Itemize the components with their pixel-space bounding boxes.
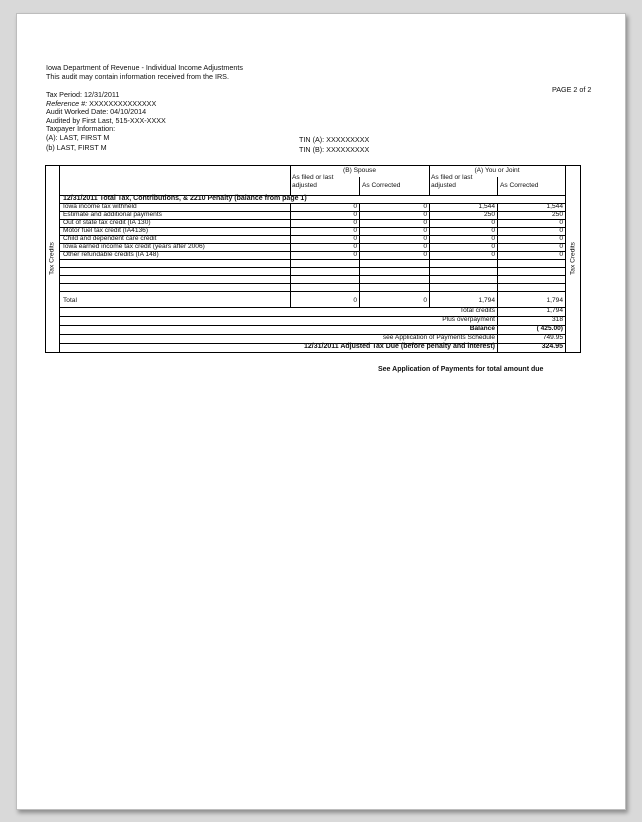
you-filed-header-2: adjusted: [431, 182, 456, 189]
tin-b: TIN (B): XXXXXXXXX: [299, 144, 370, 154]
row-b-corrected: 0: [423, 227, 427, 234]
row-a-corrected: 0: [559, 243, 563, 250]
row-b-filed: 0: [353, 243, 357, 250]
row-a-corrected: 1,544: [546, 203, 563, 210]
spouse-header: (B) Spouse: [343, 167, 376, 174]
row-b-filed: 0: [353, 235, 357, 242]
adjusted-tax-due-label: 12/31/2011 Adjusted Tax Due (before penalty and interest): [303, 343, 495, 350]
tax-credits-table: [45, 151, 581, 353]
spouse-filed-header-1: As filed or last: [292, 174, 334, 181]
you-corrected-header: As Corrected: [500, 182, 539, 189]
you-header: (A) You or Joint: [474, 167, 520, 174]
side-label-left: Tax Credits: [48, 242, 56, 275]
reference-label: Reference #:: [46, 98, 88, 108]
row-a-filed: 0: [491, 235, 495, 242]
row-b-corrected: 0: [423, 203, 427, 210]
summary-label: Total credits: [459, 307, 495, 314]
page-number: PAGE 2 of 2: [552, 85, 592, 94]
row-a-filed: 0: [491, 251, 495, 258]
summary-value: 318: [551, 316, 563, 323]
you-filed-header-1: As filed or last: [431, 174, 473, 181]
taxpayer-a: (A): LAST, FIRST M: [46, 132, 110, 142]
summary-label-balance: Balance: [469, 325, 495, 332]
row-b-corrected: 0: [423, 211, 427, 218]
row-a-filed: 1,544: [478, 203, 495, 210]
total-b-corrected: 0: [423, 297, 427, 304]
row-a-filed: 250: [483, 211, 495, 218]
row-label: Iowa income tax withheld: [63, 203, 137, 210]
row-b-corrected: 0: [423, 251, 427, 258]
summary-value: 749.95: [542, 334, 563, 341]
row-b-corrected: 0: [423, 219, 427, 226]
tax-period: Tax Period: 12/31/2011: [46, 90, 120, 99]
side-label-right: Tax Credits: [569, 242, 577, 275]
row-b-corrected: 0: [423, 243, 427, 250]
taxpayer-b: (b) LAST, FIRST M: [46, 143, 107, 152]
row-label: Iowa earned income tax credit (years after 2006): [63, 243, 205, 250]
row-b-filed: 0: [353, 227, 357, 234]
total-a-filed: 1,794: [478, 297, 495, 304]
summary-label: Plus overpayment: [442, 316, 495, 323]
row-b-corrected: 0: [423, 235, 427, 242]
irs-note: This audit may contain information received from the IRS.: [46, 72, 229, 81]
row-a-corrected: 0: [559, 251, 563, 258]
tin-a: TIN (A): XXXXXXXXX: [299, 134, 370, 144]
row-a-corrected: 0: [559, 235, 563, 242]
footer-note: See Application of Payments for total amount due: [378, 366, 544, 373]
row-b-filed: 0: [353, 251, 357, 258]
row-label: Out of state tax credit (IA 130): [63, 219, 151, 226]
adjusted-tax-due-value: 324.95: [541, 343, 563, 350]
section-title: 12/31/2011 Total Tax, Contributions, & 2210 Penalty (balance from page 1): [63, 195, 307, 202]
department-title: Iowa Department of Revenue - Individual Income Adjustments: [46, 63, 243, 72]
row-a-filed: 0: [491, 219, 495, 226]
row-a-corrected: 250: [551, 211, 563, 218]
row-label: Motor fuel tax credit (IA4136): [63, 227, 149, 234]
row-label: Child and dependent care credit: [63, 235, 157, 242]
spouse-filed-header-2: adjusted: [292, 182, 317, 189]
row-label: Other refundable credits (IA 148): [63, 251, 159, 258]
spouse-corrected-header: As Corrected: [362, 182, 401, 189]
summary-value-balance: ( 425.00): [536, 325, 563, 332]
row-a-corrected: 0: [559, 219, 563, 226]
total-b-filed: 0: [353, 297, 357, 304]
row-a-filed: 0: [491, 243, 495, 250]
row-b-filed: 0: [353, 211, 357, 218]
row-b-filed: 0: [353, 203, 357, 210]
audit-worked-date: Audit Worked Date: 04/10/2014: [46, 107, 147, 116]
row-label: Estimate and additional payments: [63, 211, 162, 218]
total-a-corrected: 1,794: [546, 297, 563, 304]
total-label: Total: [63, 297, 77, 304]
audited-by: Audited by First Last, 515-XXX-XXXX: [46, 115, 166, 125]
reference-value: XXXXXXXXXXXXXX: [89, 98, 157, 108]
row-b-filed: 0: [353, 219, 357, 226]
row-a-corrected: 0: [559, 227, 563, 234]
taxpayer-info-label: Taxpayer Information:: [46, 124, 116, 133]
summary-value: 1,794: [546, 307, 563, 314]
row-a-filed: 0: [491, 227, 495, 234]
summary-label: see Application of Payments Schedule: [382, 334, 495, 341]
